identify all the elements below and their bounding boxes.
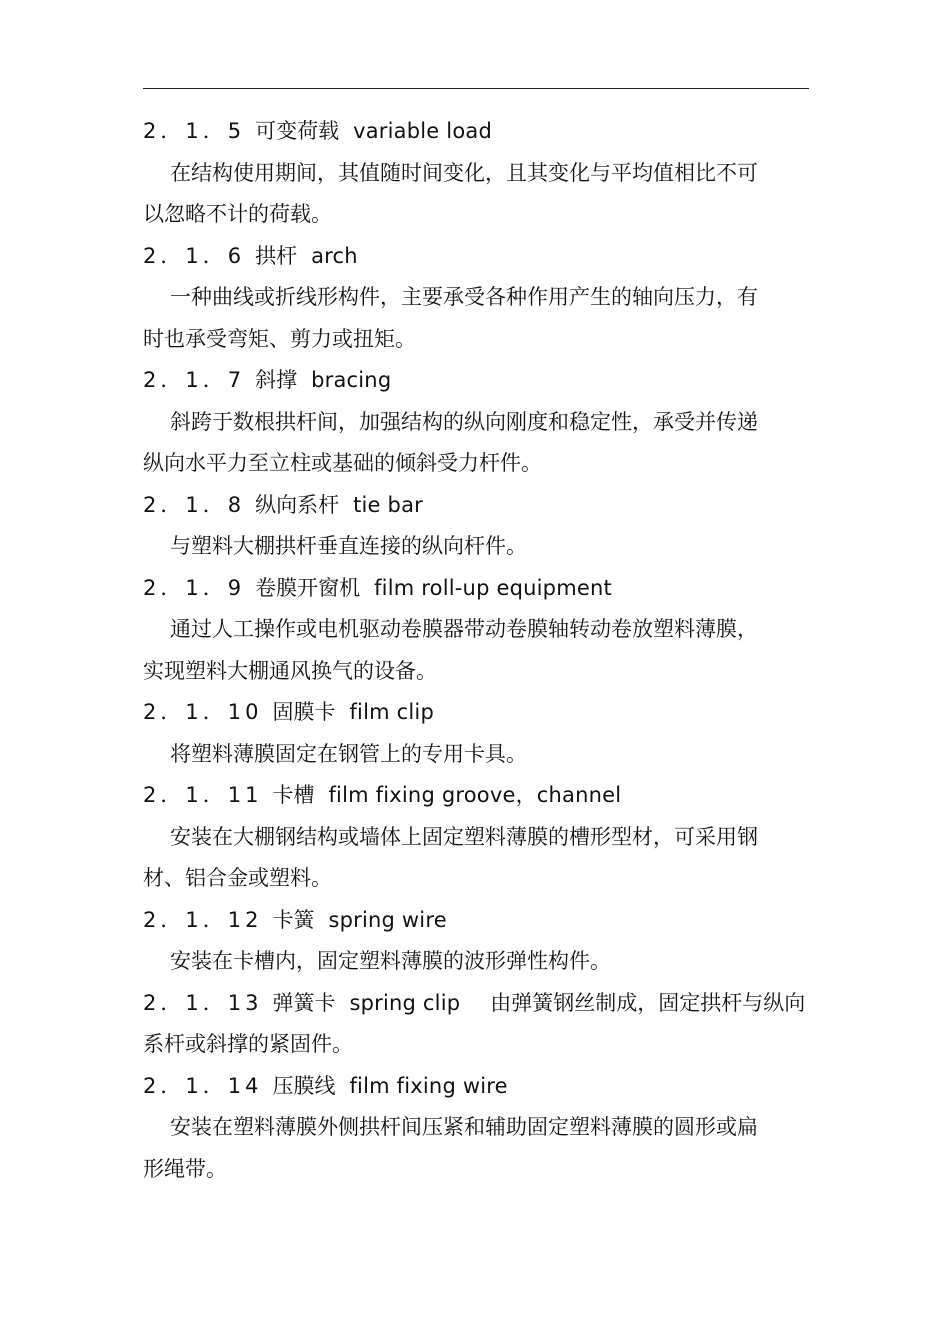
- term-definition-line: 纵向水平力至立柱或基础的倾斜受力杆件。: [143, 451, 542, 475]
- term-number: 2．1．10: [143, 700, 263, 724]
- term-heading: [143, 568, 809, 610]
- terms-content: [143, 111, 809, 1190]
- term-chinese: 纵向系杆: [255, 492, 340, 517]
- term-english: film clip: [349, 700, 434, 724]
- term-definition-line: 以忽略不计的荷载。: [143, 202, 332, 226]
- term-chinese: 斜撑: [255, 368, 298, 392]
- term-number: 2．1．14: [143, 1073, 263, 1098]
- term-chinese: 可变荷载: [255, 119, 340, 143]
- term-definition-line: 安装在塑料薄膜外侧拱杆间压紧和辅助固定塑料薄膜的圆形或扁: [170, 1115, 758, 1139]
- term-heading: [143, 111, 809, 153]
- term-heading: [143, 1066, 809, 1108]
- term-chinese: 卡簧: [272, 907, 315, 932]
- term-definition-line: 实现塑料大棚通风换气的设备。: [143, 658, 437, 683]
- term-heading: [143, 983, 809, 1025]
- term-heading: [143, 236, 809, 278]
- term-english: spring clip: [349, 990, 461, 1015]
- term-english: film roll-up equipment: [374, 575, 612, 600]
- term-number: 2．1．5: [143, 119, 246, 143]
- term-chinese: 弹簧卡: [272, 990, 336, 1015]
- term-definition-line: 一种曲线或折线形构件，主要承受各种作用产生的轴向压力，有: [170, 285, 758, 309]
- term-number: 2．1．12: [143, 907, 263, 932]
- term-heading: [143, 485, 809, 527]
- term-english: tie bar: [353, 492, 423, 517]
- term-definition-line: 将塑料薄膜固定在钢管上的专用卡具。: [170, 741, 527, 766]
- term-heading: [143, 692, 809, 734]
- term-number: 2．1．6: [143, 243, 246, 268]
- term-number: 2．1．13: [143, 990, 263, 1015]
- header-rule: [143, 88, 809, 89]
- term-english: film fixing wire: [349, 1073, 508, 1098]
- term-english: film fixing groove，channel: [328, 783, 622, 807]
- term-definition-line: 斜跨于数根拱杆间，加强结构的纵向刚度和稳定性，承受并传递: [170, 409, 758, 434]
- term-english: spring wire: [328, 907, 447, 932]
- term-number: 2．1．11: [143, 783, 263, 807]
- term-chinese: 卷膜开窗机: [255, 575, 361, 600]
- term-chinese: 拱杆: [255, 243, 298, 268]
- term-inline-definition: 由弹簧钢丝制成，固定拱杆与纵向: [490, 990, 806, 1015]
- term-definition-line: 材、铝合金或塑料。: [143, 866, 332, 890]
- term-chinese: 固膜卡: [272, 700, 336, 724]
- term-definition-line: 在结构使用期间，其值随时间变化，且其变化与平均值相比不可: [170, 160, 758, 185]
- term-definition-line: 系杆或斜撑的紧固件。: [143, 1032, 353, 1056]
- term-definition-line: 与塑料大棚拱杆垂直连接的纵向杆件。: [170, 534, 527, 558]
- term-definition-line: 形绳带。: [143, 1156, 227, 1181]
- term-definition-line: 时也承受弯矩、剪力或扭矩。: [143, 326, 416, 351]
- term-heading: [143, 775, 809, 817]
- term-definition-line: 安装在卡槽内，固定塑料薄膜的波形弹性构件。: [170, 949, 611, 973]
- term-definition-line: 安装在大棚钢结构或墙体上固定塑料薄膜的槽形型材，可采用钢: [170, 824, 758, 849]
- term-english: arch: [311, 243, 358, 268]
- term-number: 2．1．7: [143, 368, 246, 392]
- term-number: 2．1．9: [143, 575, 246, 600]
- term-definition-line: 通过人工操作或电机驱动卷膜器带动卷膜轴转动卷放塑料薄膜，: [170, 617, 758, 641]
- term-number: 2．1．8: [143, 492, 246, 517]
- term-chinese: 卡槽: [272, 783, 315, 807]
- term-english: bracing: [311, 368, 392, 392]
- term-chinese: 压膜线: [272, 1073, 336, 1098]
- term-heading: [143, 360, 809, 402]
- term-english: variable load: [353, 119, 492, 143]
- term-heading: [143, 900, 809, 942]
